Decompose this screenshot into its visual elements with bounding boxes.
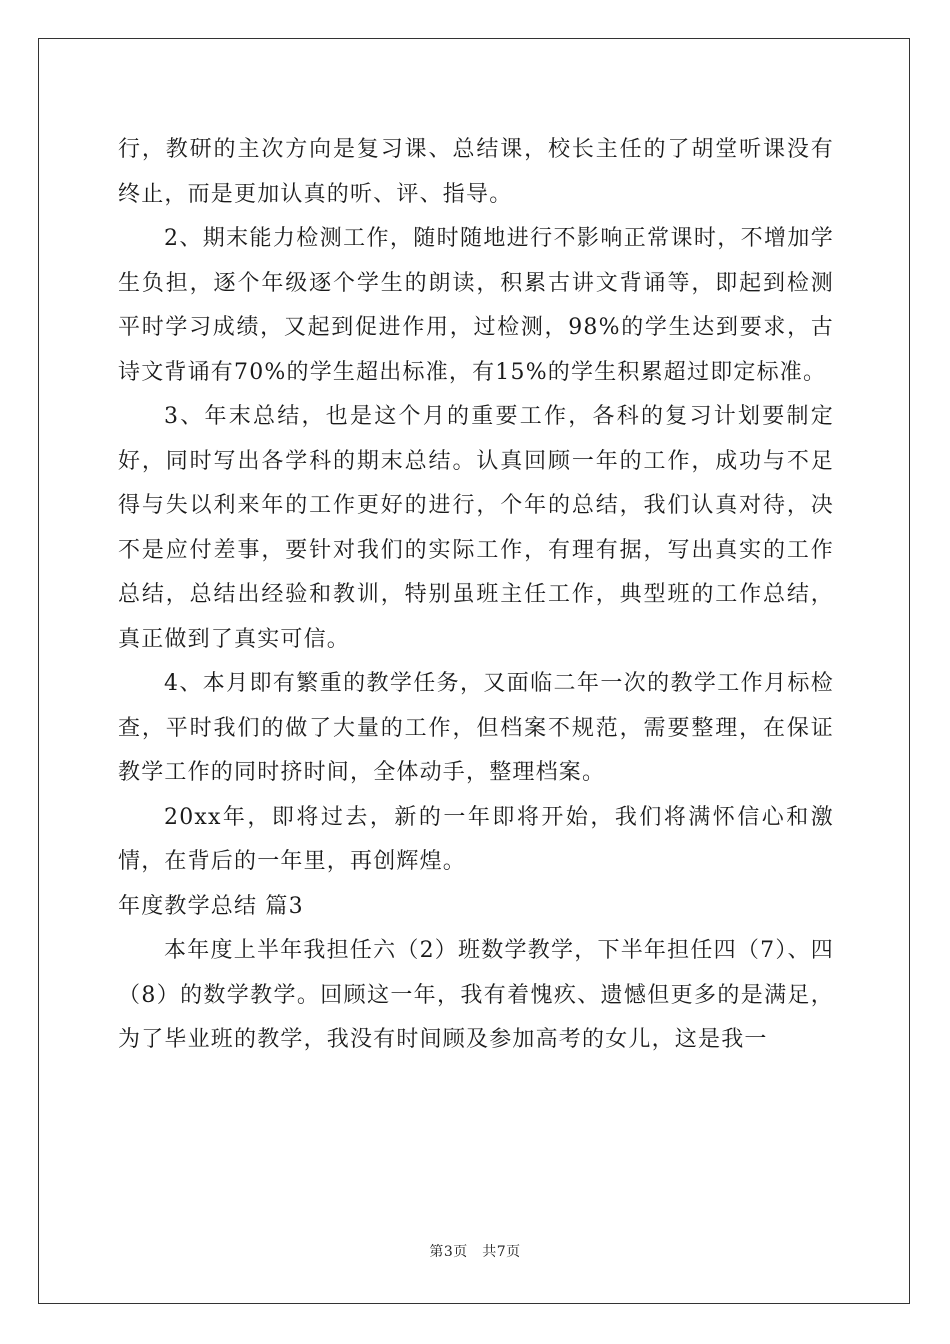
paragraph: 本年度上半年我担任六（2）班数学教学，下半年担任四（7）、四（8）的数学教学。回顾这一年，我有着愧疚、遗憾但更多的是满足，为了毕业班的教学，我没有时间顾及参加高考的女儿，这是我一 <box>118 938 834 1052</box>
paragraph: 行，教研的主次方向是复习课、总结课，校长主任的了胡堂听课没有终止，而是更加认真的听、评、指导。 <box>118 137 834 207</box>
paragraph: 20xx年，即将过去，新的一年即将开始，我们将满怀信心和激情，在背后的一年里，再创辉煌。 <box>118 804 834 874</box>
page-number: 第3页 共7页 <box>429 1244 521 1260</box>
paragraph: 2、期末能力检测工作，随时随地进行不影响正常课时，不增加学生负担，逐个年级逐个学生的朗读，积累古讲文背诵等，即起到检测平时学习成绩，又起到促进作用，过检测，98%的学生达到要求，古诗文背诵有70%的学生超出标准，有15%的学生积累超过即定标准。 <box>118 226 834 385</box>
section-heading: 年度教学总结 篇3 <box>118 893 304 919</box>
paragraph: 4、本月即有繁重的教学任务，又面临二年一次的教学工作月标检查，平时我们的做了大量的工作，但档案不规范，需要整理，在保证教学工作的同时挤时间，全体动手，整理档案。 <box>118 671 834 785</box>
document-body <box>118 128 834 1063</box>
paragraph: 3、年末总结，也是这个月的重要工作，各科的复习计划要制定好，同时写出各学科的期末总结。认真回顾一年的工作，成功与不足得与失以利来年的工作更好的进行，个年的总结，我们认真对待，决不是应付差事，要针对我们的实际工作，有理有据，写出真实的工作总结，总结出经验和教训，特别虽班主任工作，典型班的工作总结，真正做到了真实可信。 <box>118 404 834 652</box>
